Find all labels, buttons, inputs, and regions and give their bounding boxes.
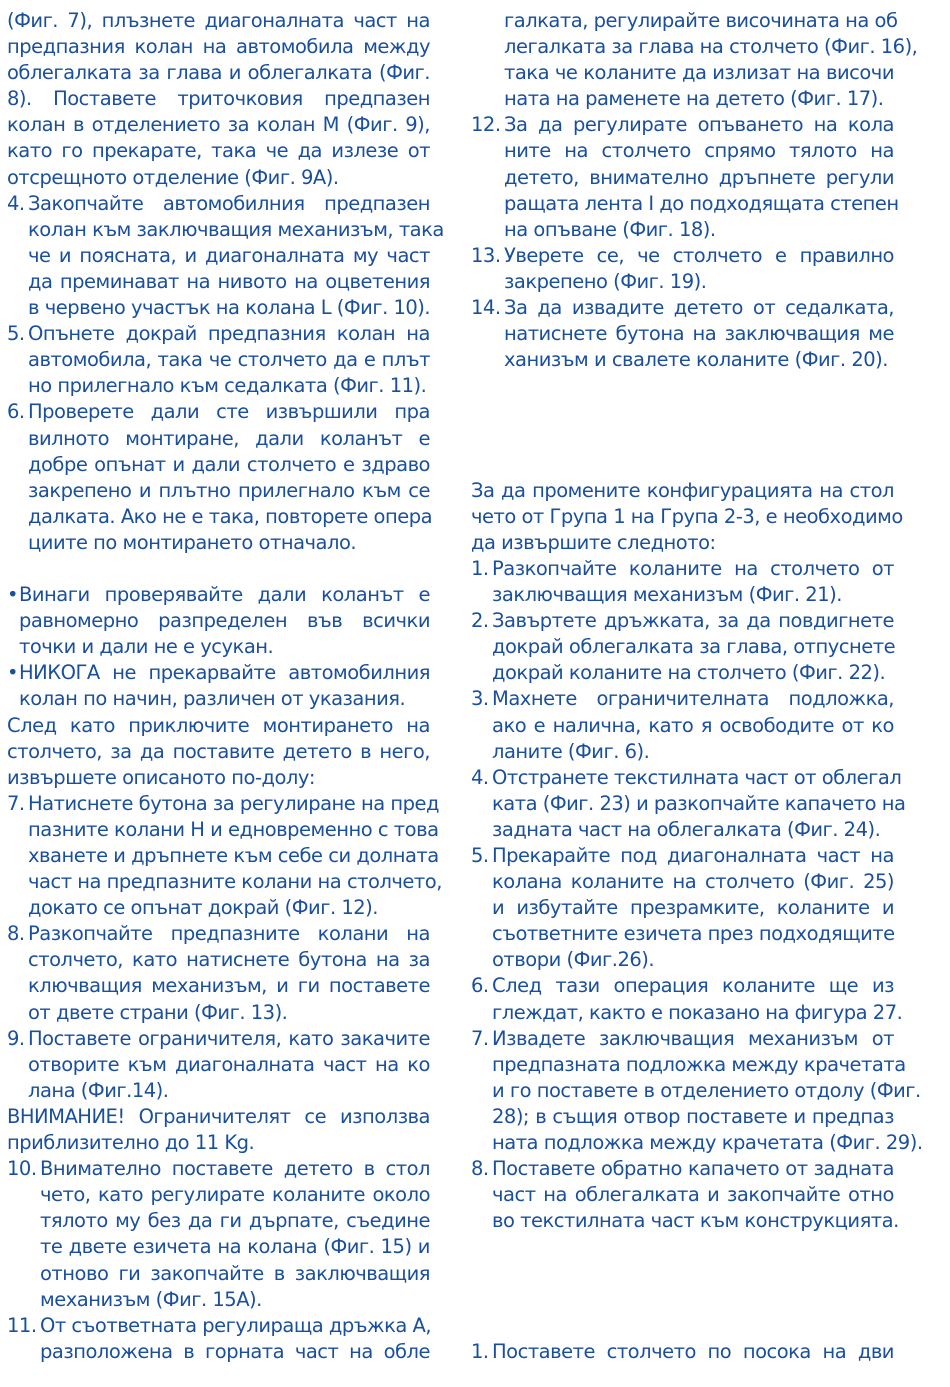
text-line: Винаги проверявайте дали коланът е [19, 583, 430, 607]
bullet-mark: • [7, 583, 19, 607]
step-11 [7, 1313, 430, 1365]
step-number: 14. [471, 296, 501, 320]
text-line: част на облегалката и закопчайте отно [492, 1183, 894, 1207]
text-line: Внимателно поставете детето в стол [40, 1157, 430, 1181]
left-column [7, 8, 444, 1365]
step-8 [7, 921, 430, 1025]
text-line: За да промените конфигурацията на стол [471, 478, 894, 502]
text-line: да извършите следното: [471, 530, 716, 554]
text-line: механизъм (Фиг. 15А). [40, 1287, 262, 1311]
config-step-8 [471, 1156, 899, 1234]
text-line: Поставете обратно капачето от задната [492, 1157, 894, 1181]
intro-paragraph [7, 713, 430, 791]
text-line: 28); в същия отвор поставете и предпаз [492, 1104, 894, 1128]
text-line: отвори (Фиг.26). [492, 948, 655, 972]
text-line: Разкопчайте предпазните колани на [28, 922, 430, 946]
text-line: колан в отделението за колан М (Фиг. 9), [7, 113, 430, 137]
text-line: част на предпазните колани на столчето, [28, 870, 442, 894]
step-number: 7. [471, 1026, 489, 1050]
text-line: колан по начин, различен от указания. [19, 687, 406, 711]
text-line: пазните колани Н и едновременно с това [28, 817, 439, 841]
spacer [7, 556, 430, 582]
text-line: галката, регулирайте височината на об [504, 9, 898, 32]
text-line: ланите (Фиг. 6). [492, 739, 650, 763]
text-line: Поставете ограничителя, като закачите [28, 1026, 430, 1050]
text-line: предпазния колан на автомобила между [7, 35, 430, 59]
text-line: ханизъм и свалете коланите (Фиг. 20). [504, 348, 888, 372]
text-line: от двете страни (Фиг. 13). [28, 1000, 288, 1024]
text-line: Проверете дали сте извършили пра [28, 400, 430, 424]
text-line: автомобила, така че столчето да е плът [28, 348, 430, 372]
config-step-1 [471, 556, 894, 608]
text-line: Махнете ограничителната подложка, [492, 687, 894, 711]
text-line: ВНИМАНИЕ! Ограничителят се използва [7, 1104, 430, 1128]
step-number: 2. [471, 609, 489, 633]
step-10 [7, 1156, 430, 1313]
continued-paragraph [7, 8, 430, 191]
step-number: 7. [7, 791, 25, 815]
step-number: 4. [471, 765, 489, 789]
text-line: Разкопчайте коланите на столчето от [492, 556, 894, 580]
text-line: Закопчайте автомобилния предпазен [28, 191, 430, 215]
text-line: така че коланите да излизат на височи [504, 61, 894, 85]
continued-paragraph [504, 8, 918, 112]
text-line: ната на раменете на детето (Фиг. 17). [504, 87, 884, 111]
step-number: 1. [471, 556, 489, 580]
bullet-item [7, 660, 430, 712]
text-line: да преминават на нивото на оцветения [28, 269, 430, 293]
text-line: отворите към диагоналната част на ко [28, 1052, 430, 1076]
text-line: извършете описаното по-долу: [7, 765, 315, 789]
text-line: и го поставете в отделението отдолу (Фиг. [492, 1078, 921, 1102]
text-line: разположена в горната част на обле [40, 1339, 430, 1363]
text-line: колан към заключващия механизъм, така [28, 217, 444, 241]
text-line: чето от Група 1 на Група 2-3, е необходимо [471, 504, 903, 528]
text-line: далката. Ако не е така, повторете опера [28, 504, 433, 528]
text-line: облегалката за глава и облегалката (Фиг. [7, 61, 430, 85]
text-line: докато се опънат докрай (Фиг. 12). [28, 896, 378, 920]
config-step-3 [471, 686, 894, 764]
config-step-4 [471, 765, 906, 843]
text-line: детето, внимателно дръпнете регули [504, 165, 894, 189]
text-line: като го прекарате, така че да излезе от [7, 139, 430, 163]
bullet-item [7, 582, 430, 660]
step-number: 10. [7, 1157, 37, 1181]
step-number: 1. [471, 1339, 489, 1363]
text-line: След тази операция коланите ще из [492, 974, 894, 998]
text-line: заключващия механизъм (Фиг. 21). [492, 583, 842, 607]
text-line: чето, като регулирате коланите около [40, 1183, 430, 1207]
text-line: но прилегнало към седалката (Фиг. 11). [28, 374, 427, 398]
text-line: лана (Фиг.14). [28, 1078, 169, 1102]
right-column [471, 8, 923, 1365]
text-line: съответните езичета през подходящите [492, 922, 895, 946]
config-step-7 [471, 1026, 923, 1156]
text-line: предпазната подложка между крачетата [492, 1052, 906, 1076]
text-line: вилното монтиране, дали коланът е [28, 426, 430, 450]
spacer [471, 1261, 894, 1287]
step-number: 9. [7, 1026, 25, 1050]
text-line: Завъртете дръжката, за да повдигнете [492, 609, 894, 633]
text-line: ключващия механизъм, и ги поставете [28, 974, 430, 998]
text-line: От съответната регулираща дръжка А, [40, 1313, 432, 1337]
text-line: ако е налична, като я освободите от ко [492, 713, 894, 737]
text-line: на опъване (Фиг. 18). [504, 217, 716, 241]
text-line: Поставете столчето по посока на дви [492, 1339, 894, 1363]
next-section-step-1 [471, 1339, 894, 1365]
spacer [471, 1287, 894, 1313]
text-line: приблизително до 11 Kg. [7, 1131, 255, 1155]
spacer [471, 452, 894, 478]
step-12 [471, 112, 899, 242]
step-9 [7, 1026, 430, 1104]
text-line: Натиснете бутона за регулиране на пред [28, 791, 440, 815]
text-line: Извадете заключващия механизъм от [492, 1026, 894, 1050]
config-paragraph [471, 478, 903, 556]
text-line: За да регулирате опъването на кола [504, 113, 894, 137]
text-line: Уверете се, че столчето е правилно [504, 243, 894, 267]
config-step-2 [471, 608, 894, 686]
step-number: 11. [7, 1313, 37, 1337]
text-line: Опънете докрай предпазния колан на [28, 322, 430, 346]
spacer [471, 1313, 894, 1339]
config-step-6 [471, 973, 903, 1025]
spacer [471, 399, 894, 425]
bullet-mark: • [7, 661, 19, 685]
text-line: отсрещното отделение (Фиг. 9А). [7, 165, 339, 189]
step-number: 12. [471, 113, 501, 137]
text-line: легалката за глава на столчето (Фиг. 16), [504, 35, 918, 59]
text-line: След като приключите монтирането на [7, 713, 430, 737]
text-line: и избутайте презрамките, коланите и [492, 896, 894, 920]
text-line: ната подложка между крачетата (Фиг. 29). [492, 1131, 923, 1155]
text-line: закрепено и плътно прилегнало към се [28, 478, 430, 502]
text-line: закрепено (Фиг. 19). [504, 269, 707, 293]
step-7 [7, 791, 442, 921]
text-line: отново ги закопчайте в заключващия [40, 1261, 430, 1285]
config-step-5 [471, 843, 894, 973]
step-number: 13. [471, 243, 501, 267]
step-number: 5. [7, 322, 25, 346]
text-line: тялото му без да ги дърпате, съедине [40, 1209, 430, 1233]
text-line: ните на столчето спрямо тялото на [504, 139, 894, 163]
step-number: 3. [471, 687, 489, 711]
text-line: За да извадите детето от седалката, [504, 296, 894, 320]
text-line: че и поясната, и диагоналната му част [28, 243, 430, 267]
spacer [471, 1234, 894, 1260]
text-line: докрай облегалката за глава, отпуснете [492, 635, 896, 659]
text-line: глеждат, както е показано на фигура 27. [492, 1000, 903, 1024]
text-line: (Фиг. 7), плъзнете диагоналната част на [7, 9, 430, 32]
step-number: 5. [471, 844, 489, 867]
step-number: 4. [7, 191, 25, 215]
text-line: столчето, за да поставите детето в него, [7, 739, 430, 763]
text-line: точки и дали не е усукан. [19, 635, 274, 659]
text-line: те двете езичета на колана (Фиг. 15) и [40, 1235, 430, 1259]
step-number: 8. [471, 1157, 489, 1181]
text-line: хванете и дръпнете към себе си долната [28, 844, 439, 867]
text-line: равномерно разпределен във всички [19, 609, 430, 633]
text-line: циите по монтирането отначало. [28, 530, 357, 554]
step-number: 8. [7, 922, 25, 946]
text-line: в червено участък на колана L (Фиг. 10). [28, 296, 431, 320]
text-line: ращата лента I до подходящата степен [504, 191, 899, 215]
text-line: докрай коланите на столчето (Фиг. 22). [492, 661, 886, 685]
text-line: 8). Поставете триточковия предпазен [7, 87, 430, 111]
text-line: колана коланите на столчето (Фиг. 25) [492, 870, 894, 894]
spacer [471, 373, 894, 399]
text-line: ката (Фиг. 23) и разкопчайте капачето на [492, 791, 906, 815]
text-line: натиснете бутона на заключващия ме [504, 322, 894, 346]
step-14 [471, 295, 894, 373]
text-line: Отстранете текстилната част от облегал [492, 765, 902, 789]
warning-paragraph [7, 1104, 430, 1156]
text-line: задната част на облегалката (Фиг. 24). [492, 817, 881, 841]
spacer [471, 426, 894, 452]
step-number: 6. [7, 400, 25, 424]
text-line: добре опънат и дали столчето е здраво [28, 452, 430, 476]
step-13 [471, 243, 894, 295]
step-5 [7, 321, 430, 399]
text-line: во текстилната част към конструкцията. [492, 1209, 899, 1233]
step-number: 6. [471, 974, 489, 998]
step-4 [7, 191, 444, 321]
text-line: Прекарайте под диагоналната част на [492, 844, 894, 867]
text-line: столчето, като натиснете бутона на за [28, 948, 430, 972]
step-6 [7, 399, 433, 556]
text-line: НИКОГА не прекарвайте автомобилния [19, 661, 430, 685]
